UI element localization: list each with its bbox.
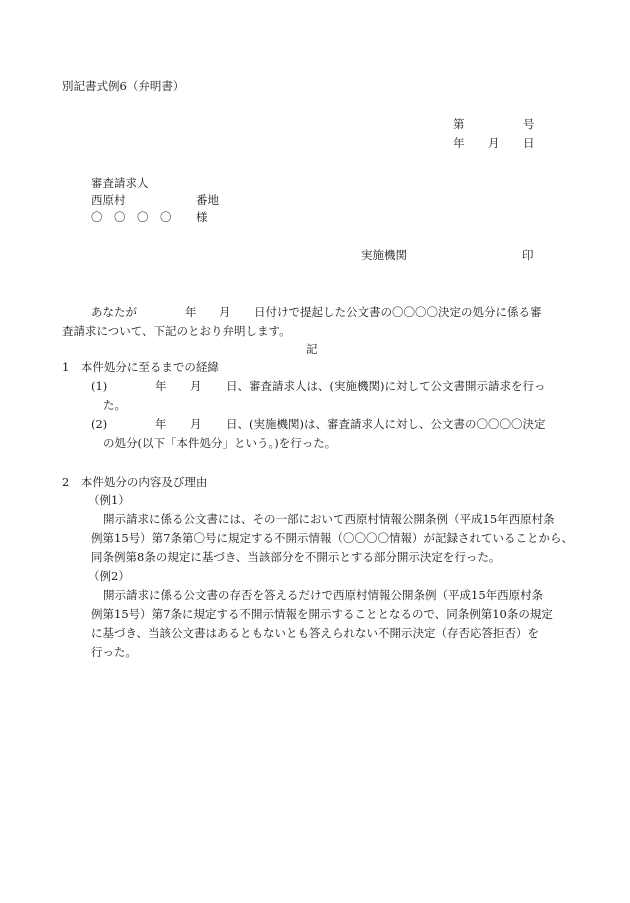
item2-month: 月 bbox=[190, 417, 202, 431]
intro-line2: 査請求について、下記のとおり弁明します。 bbox=[62, 324, 291, 338]
form-title: 別記書式例6（弁明書） bbox=[62, 79, 185, 93]
item1-text-cont: た。 bbox=[103, 398, 126, 412]
section2-heading: 2 本件処分の内容及び理由 bbox=[62, 475, 208, 489]
name-mark: 〇 bbox=[137, 210, 149, 224]
name-mark: 〇 bbox=[114, 210, 126, 224]
name-mark: 〇 bbox=[160, 210, 172, 224]
ki-heading: 記 bbox=[306, 342, 318, 356]
intro-start: あなたが bbox=[91, 305, 137, 319]
item1-num: (1) bbox=[91, 379, 108, 393]
issuer-seal: 印 bbox=[522, 248, 534, 262]
name-mark: 〇 bbox=[91, 210, 103, 224]
example1-line: 同条例第8条の規定に基づき、当該部分を不開示とする部分開示決定を行った。 bbox=[91, 550, 501, 564]
addressee-village: 西原村 bbox=[91, 193, 126, 207]
example2-line: 例第15号）第7条に規定する不開示情報を開示することとなるので、同条例第10条の規定 bbox=[91, 607, 553, 621]
doc-number-prefix: 第 bbox=[453, 117, 465, 131]
item2-num: (2) bbox=[91, 417, 108, 431]
addressee-lot: 番地 bbox=[196, 193, 219, 207]
example2-line: 開示請求に係る公文書の存否を答えるだけで西原村情報公開条例（平成15年西原村条 bbox=[103, 588, 544, 602]
intro-month: 月 bbox=[219, 305, 231, 319]
example2-label: （例2） bbox=[88, 569, 130, 583]
section1-heading: 1 本件処分に至るまでの経緯 bbox=[62, 360, 219, 374]
item1-text: 日、審査請求人は、(実施機関)に対して公文書開示請求を行っ bbox=[226, 379, 546, 393]
item1-month: 月 bbox=[190, 379, 202, 393]
item2-year: 年 bbox=[155, 417, 167, 431]
doc-date-month: 月 bbox=[488, 136, 500, 150]
example2-line: 行った。 bbox=[91, 645, 137, 659]
example1-line: 開示請求に係る公文書には、その一部において西原村情報公開条例（平成15年西原村条 bbox=[103, 512, 555, 526]
addressee-honorific: 様 bbox=[196, 210, 208, 224]
item1-year: 年 bbox=[155, 379, 167, 393]
example1-label: （例1） bbox=[88, 493, 130, 507]
intro-rest: 日付けで提起した公文書の〇〇〇〇決定の処分に係る審 bbox=[254, 305, 542, 319]
issuer-name: 実施機関 bbox=[361, 248, 407, 262]
doc-number-suffix: 号 bbox=[523, 117, 535, 131]
addressee-label: 審査請求人 bbox=[91, 176, 149, 190]
example2-line: に基づき、当該公文書はあるともないとも答えられない不開示決定（存否応答拒否）を bbox=[91, 626, 540, 640]
item2-text-cont: の処分(以下「本件処分」という。)を行った。 bbox=[103, 436, 337, 450]
example1-line: 例第15号）第7条第〇号に規定する不開示情報（〇〇〇〇情報）が記録されていることから、 bbox=[91, 531, 573, 545]
item2-text: 日、(実施機関)は、審査請求人に対し、公文書の〇〇〇〇決定 bbox=[226, 417, 546, 431]
doc-date-day: 日 bbox=[523, 136, 535, 150]
intro-year: 年 bbox=[185, 305, 197, 319]
doc-date-year: 年 bbox=[453, 136, 465, 150]
